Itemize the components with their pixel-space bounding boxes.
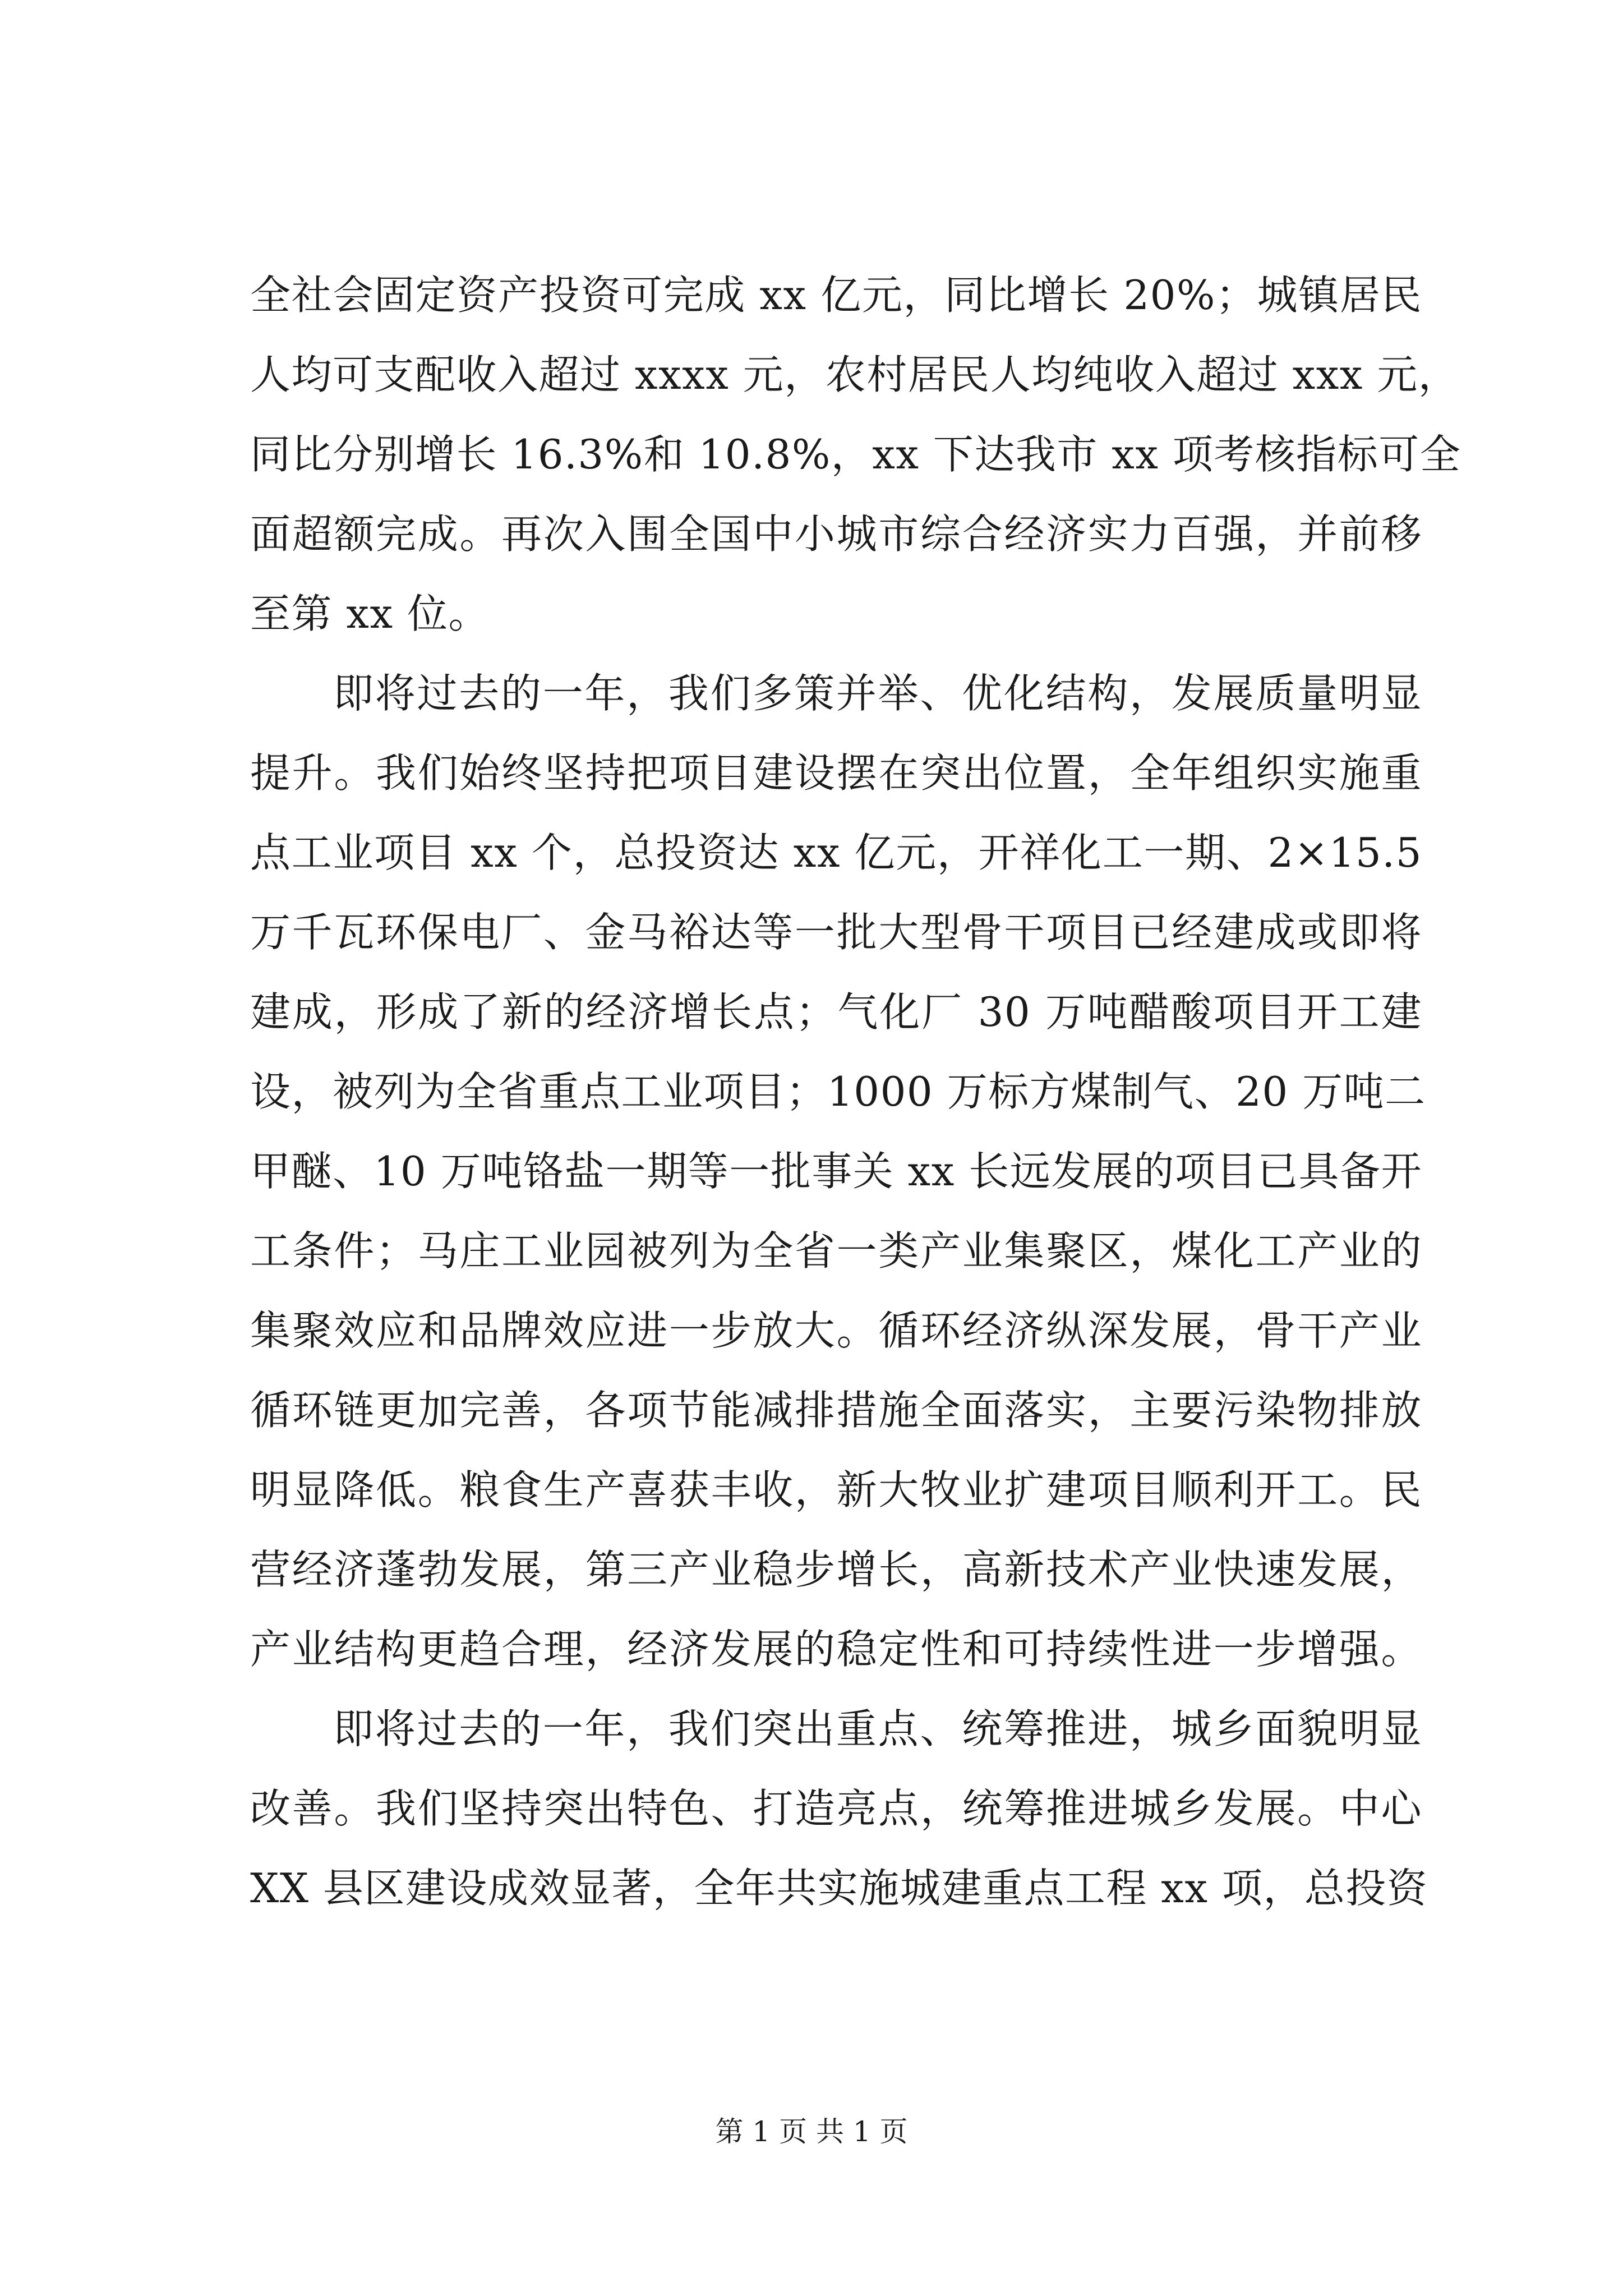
paragraph-3 bbox=[250, 1689, 1428, 1928]
text-line: 全社会固定资产投资可完成 xx 亿元，同比增长 20%；城镇居民 bbox=[250, 272, 1422, 319]
text-line: 营经济蓬勃发展，第三产业稳步增长，高新技术产业快速发展， bbox=[250, 1546, 1422, 1593]
text-line: 集聚效应和品牌效应进一步放大。循环经济纵深发展，骨干产业 bbox=[250, 1307, 1422, 1354]
text-line: 提升。我们始终坚持把项目建设摆在突出位置，全年组织实施重 bbox=[250, 749, 1422, 797]
page-number-footer: 第 1 页 共 1 页 bbox=[715, 2115, 908, 2148]
paragraph-1 bbox=[250, 255, 1461, 654]
text-line: 改善。我们坚持突出特色、打造亮点，统筹推进城乡发展。中心 bbox=[250, 1785, 1422, 1832]
text-line: 点工业项目 xx 个，总投资达 xx 亿元，开祥化工一期、2×15.5 bbox=[250, 829, 1422, 876]
text-line: 建成，形成了新的经济增长点；气化厂 30 万吨醋酸项目开工建 bbox=[250, 988, 1422, 1036]
text-line: 万千瓦环保电厂、金马裕达等一批大型骨干项目已经建成或即将 bbox=[250, 909, 1422, 956]
text-line: 至第 xx 位。 bbox=[250, 590, 490, 637]
text-line: 同比分别增长 16.3%和 10.8%，xx 下达我市 xx 项考核指标可全 bbox=[250, 431, 1461, 478]
text-line: 工条件；马庄工业园被列为全省一类产业集聚区，煤化工产业的 bbox=[250, 1227, 1422, 1274]
text-line: 即将过去的一年，我们多策并举、优化结构，发展质量明显 bbox=[333, 670, 1422, 717]
text-line: XX 县区建设成效显著，全年共实施城建重点工程 xx 项，总投资 bbox=[250, 1865, 1428, 1912]
paragraph-2 bbox=[250, 654, 1426, 1689]
text-line: 循环链更加完善，各项节能减排措施全面落实，主要污染物排放 bbox=[250, 1387, 1422, 1434]
text-line: 甲醚、10 万吨铬盐一期等一批事关 xx 长远发展的项目已具备开 bbox=[250, 1148, 1422, 1195]
text-line: 人均可支配收入超过 xxxx 元，农村居民人均纯收入超过 xxx 元， bbox=[250, 351, 1460, 398]
text-line: 产业结构更趋合理，经济发展的稳定性和可持续性进一步增强。 bbox=[250, 1626, 1422, 1673]
document-body bbox=[250, 255, 1461, 1928]
text-line: 面超额完成。再次入围全国中小城市综合经济实力百强，并前移 bbox=[250, 510, 1422, 558]
text-line: 即将过去的一年，我们突出重点、统筹推进，城乡面貌明显 bbox=[333, 1705, 1422, 1752]
text-line: 明显降低。粮食生产喜获丰收，新大牧业扩建项目顺利开工。民 bbox=[250, 1466, 1422, 1513]
text-line: 设，被列为全省重点工业项目；1000 万标方煤制气、20 万吨二 bbox=[250, 1068, 1426, 1115]
